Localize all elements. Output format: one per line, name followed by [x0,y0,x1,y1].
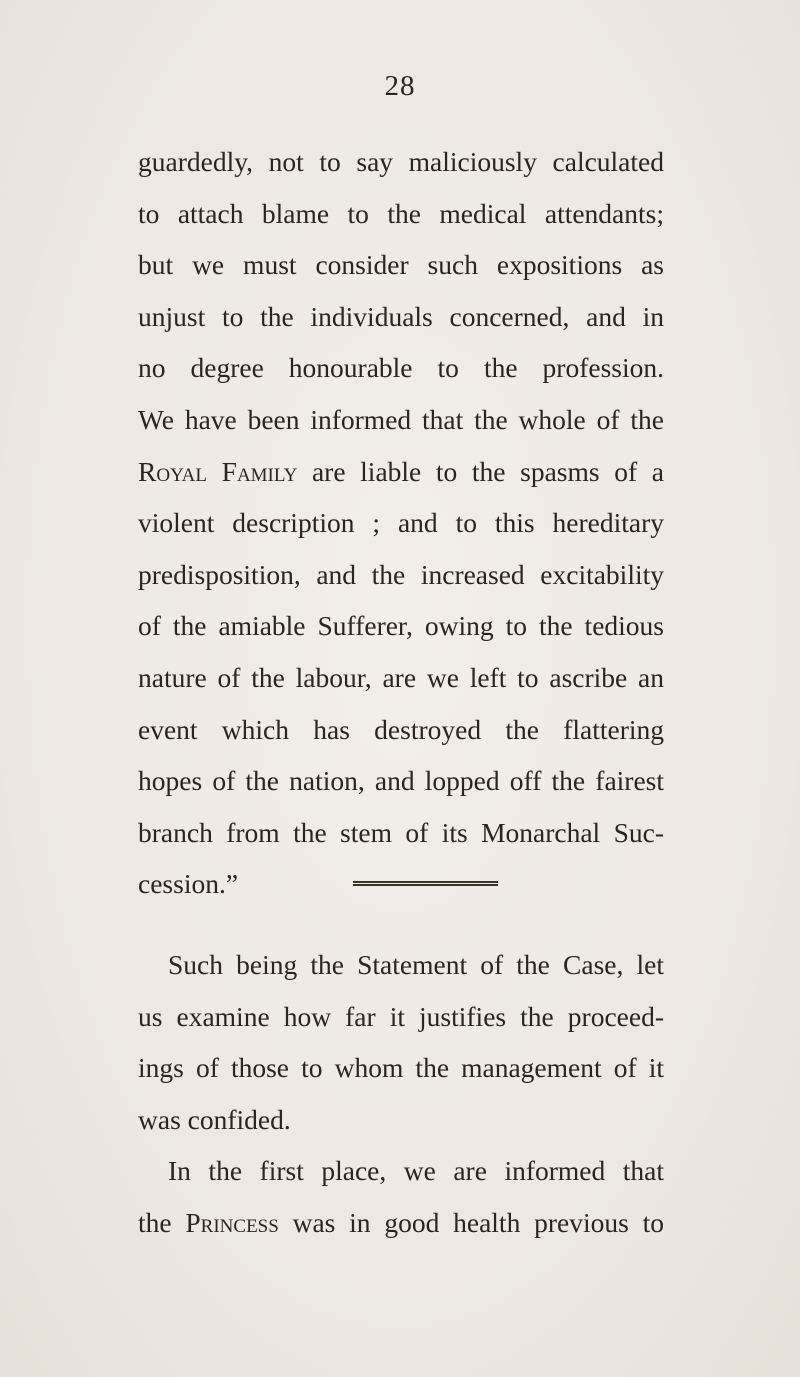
royal-family-smallcaps: Royal Family [138,455,298,487]
text-fragment: the [138,1206,186,1238]
text-line: Such being the Statement of the Case, let [168,949,664,980]
text-line: cession.” [138,868,239,900]
text-line: of the amiable Sufferer, owing to the tedious [138,610,664,642]
text-line: hopes of the nation, and lopped off the fairest [138,765,664,797]
text-line: We have been informed that the whole of the [138,403,664,435]
text-line: unjust to the individuals concerned, and in [138,300,664,332]
text-line: In the first place, we are informed that [168,1155,664,1187]
text-line: guardedly, not to say maliciously calculated [138,146,664,177]
paragraph-statement [138,939,664,1249]
text-line: us examine how far it justifies the proceed- [138,1000,664,1032]
text-line: nature of the labour, are we left to ascribe an [138,661,664,693]
text-line: to attach blame to the medical attendants; [138,197,664,229]
text-line: violent description ; and to this hereditary [138,507,664,539]
text-line [138,1197,664,1249]
text-fragment: was in good health previous to [278,1206,664,1238]
text-line: branch from the stem of its Monarchal Suc- [138,816,664,848]
section-divider-rule [353,881,498,886]
text-line: was confided. [138,1103,291,1135]
text-fragment: are liable to the spasms of a [297,455,664,487]
text-line: predisposition, and the increased excitability [138,558,664,590]
text-line [138,446,664,498]
text-line: ings of those to whom the management of it [138,1052,664,1084]
text-line: but we must consider such expositions as [138,249,664,281]
text-line: event which has destroyed the flattering [138,713,664,745]
princess-smallcaps: Princess [185,1206,279,1238]
paragraph-quote-end [138,136,664,910]
text-line: no degree honourable to the profession. [138,352,664,384]
page-number: 28 [384,70,416,102]
